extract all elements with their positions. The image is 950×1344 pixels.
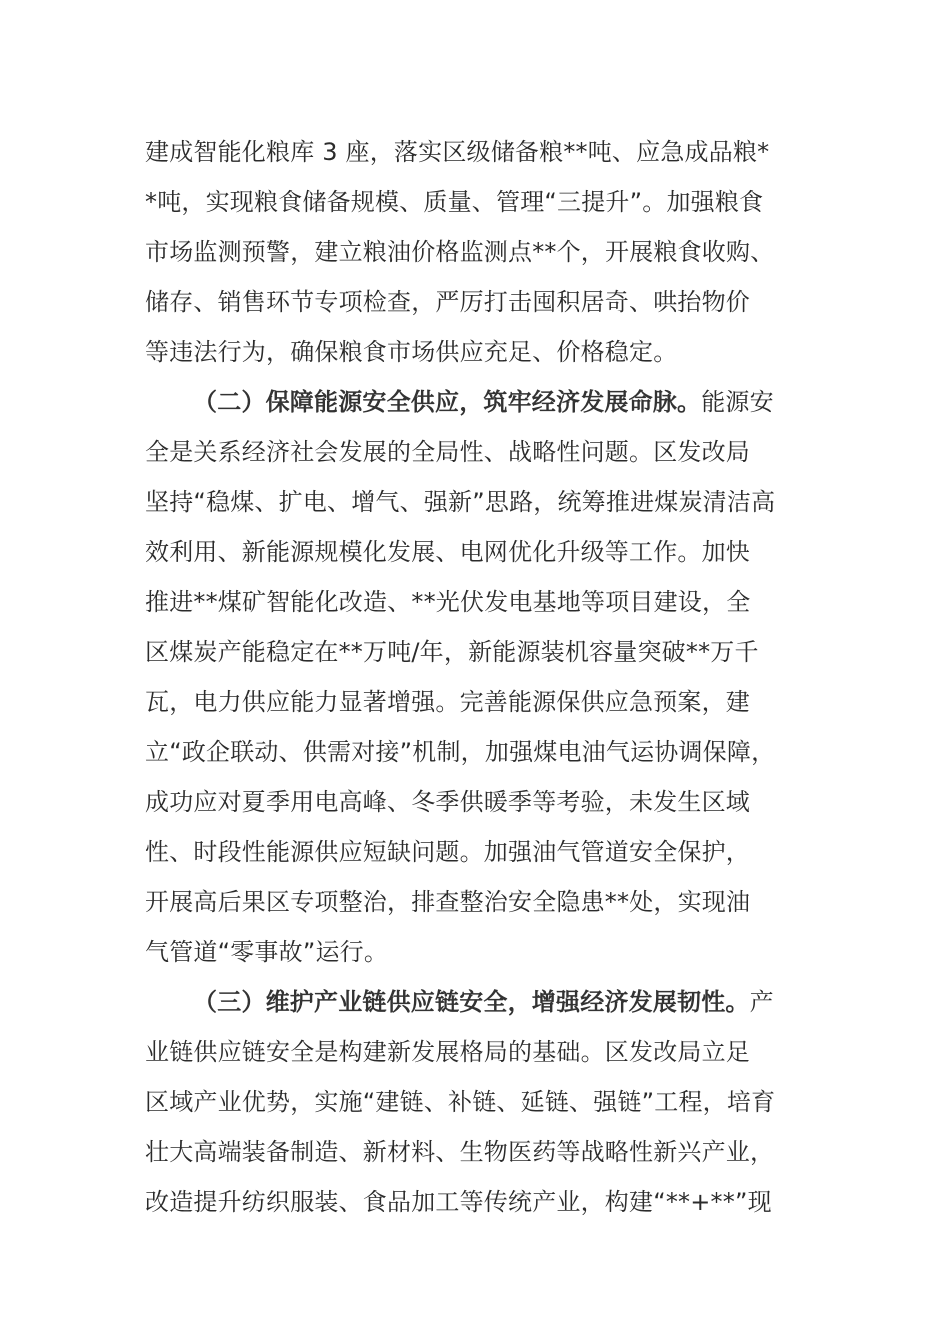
paragraph-energy-security [145,377,805,977]
text-line: 储存、销售环节专项检查，严厉打击囤积居奇、哄抬物价 [145,288,750,316]
section-heading-supply-chain: （三）维护产业链供应链安全，增强经济发展韧性。 [193,988,750,1016]
text-line: 气管道“零事故”运行。 [145,938,389,966]
text-line: 区煤炭产能稳定在**万吨/年，新能源装机容量突破**万千 [145,638,759,666]
paragraph-grain-reserve [145,127,805,377]
text-line: 性、时段性能源供应短缺问题。加强油气管道安全保护， [145,838,750,866]
text-line: *吨，实现粮食储备规模、质量、管理“三提升”。加强粮食 [145,188,764,216]
text-line: 全是关系经济社会发展的全局性、战略性问题。区发改局 [145,438,750,466]
text-line: 成功应对夏季用电高峰、冬季供暖季等考验，未发生区域 [145,788,750,816]
text-line: 改造提升纺织服装、食品加工等传统产业，构建“**+**”现 [145,1188,772,1216]
text-line: 区域产业优势，实施“建链、补链、延链、强链”工程，培育 [145,1088,776,1116]
text-line: 推进**煤矿智能化改造、**光伏发电基地等项目建设，全 [145,588,751,616]
text-line: 业链供应链安全是构建新发展格局的基础。区发改局立足 [145,1038,750,1066]
text-line: 开展高后果区专项整治，排查整治安全隐患**处，实现油 [145,888,751,916]
text-line: 立“政企联动、供需对接”机制，加强煤电油气运协调保障， [145,738,776,766]
text-line: 壮大高端装备制造、新材料、生物医药等战略性新兴产业， [145,1138,775,1166]
paragraph-first-line [145,377,805,427]
section-heading-energy: （二）保障能源安全供应，筑牢经济发展命脉。 [193,388,702,416]
text-line: 等违法行为，确保粮食市场供应充足、价格稳定。 [145,338,678,366]
text-line: 瓦，电力供应能力显著增强。完善能源保供应急预案，建 [145,688,750,716]
paragraph-supply-chain [145,977,805,1227]
text-line: 建成智能化粮库 3 座，落实区级储备粮**吨、应急成品粮* [145,138,770,166]
text-line: 市场监测预警，建立粮油价格监测点**个，开展粮食收购、 [145,238,775,266]
document-body [145,127,805,1227]
text-run: 能源安 [701,388,774,416]
text-run: 产 [749,988,774,1016]
text-line: 坚持“稳煤、扩电、增气、强新”思路，统筹推进煤炭清洁高 [145,488,776,516]
paragraph-first-line [145,977,805,1027]
text-line: 效利用、新能源规模化发展、电网优化升级等工作。加快 [145,538,750,566]
